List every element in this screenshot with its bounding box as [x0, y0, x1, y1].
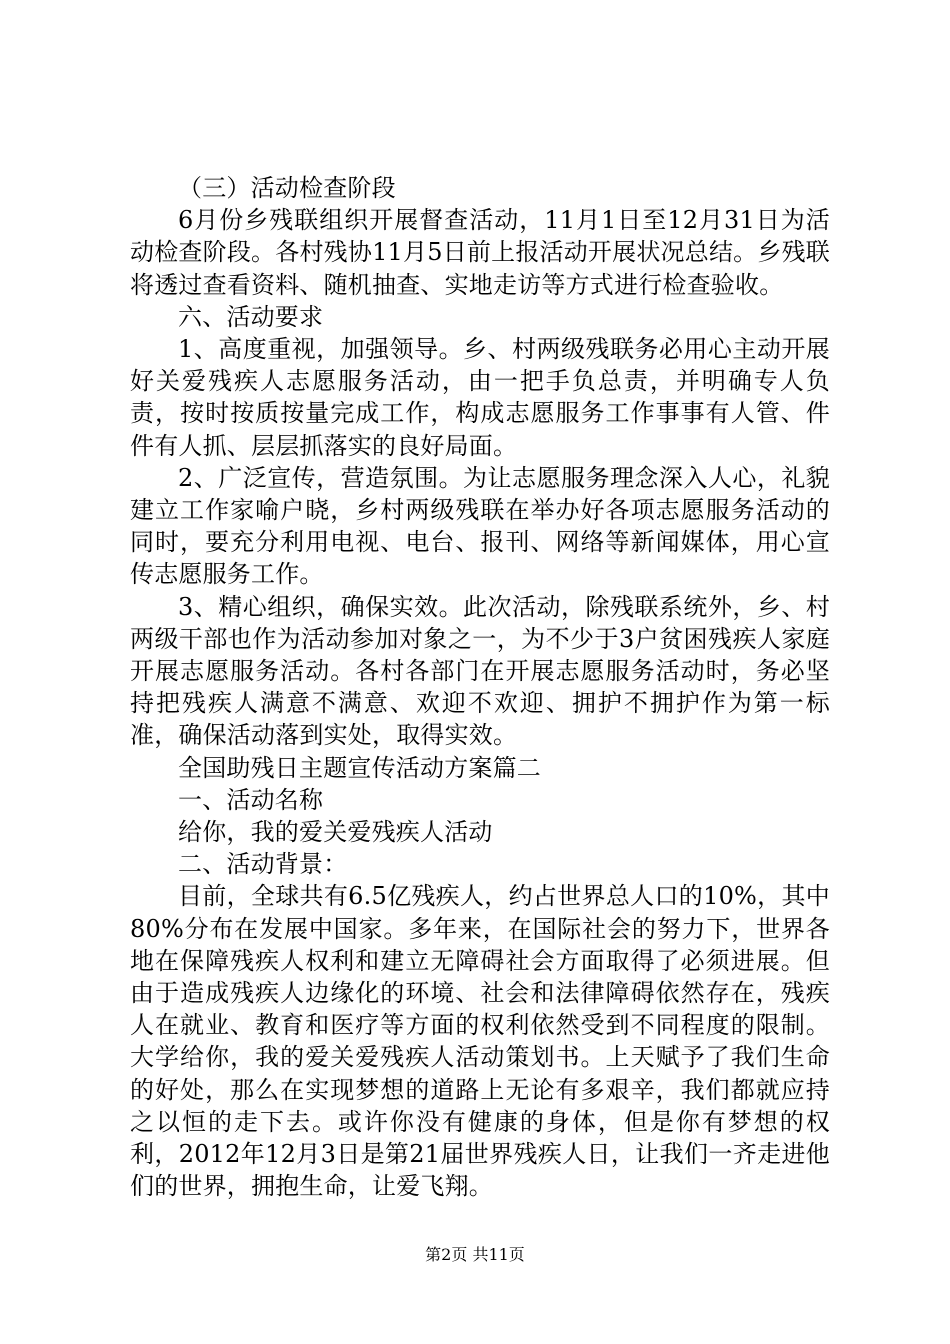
paragraph-requirement-2: 2、广泛宣传，营造氛围。为让志愿服务理念深入人心，礼貌建立工作家喻户晓，乡村两级残联在举办好各项志愿服务活动的同时，要充分利用电视、电台、报刊、网络等新闻媒体，用心宣传志愿服务工作。 [130, 463, 830, 589]
paragraph-activity-name: 给你，我的爱关爱残疾人活动 [178, 818, 493, 847]
page-number-footer: 第2页 共11页 [425, 1245, 525, 1264]
document-body [130, 172, 830, 1203]
section-heading-check-stage: （三）活动检查阶段 [178, 174, 396, 202]
plan-title-part-two: 全国助残日主题宣传活动方案篇二 [178, 753, 541, 782]
paragraph-check-stage: 6月份乡残联组织开展督查活动，11月1日至12月31日为活动检查阶段。各村残协11月5日前上报活动开展状况总结。乡残联将透过查看资料、随机抽查、实地走访等方式进行检查验收。 [130, 206, 830, 299]
section-heading-activity-name: 一、活动名称 [178, 785, 324, 814]
section-heading-requirements: 六、活动要求 [178, 302, 324, 331]
section-heading-background: 二、活动背景： [178, 850, 348, 879]
paragraph-background: 目前，全球共有6.5亿残疾人，约占世界总人口的10%，其中80%分布在发展中国家。多年来，在国际社会的努力下，世界各地在保障残疾人权利和建立无障碍社会方面取得了必须进展。但由于造成残疾人边缘化的环境、社会和法律障碍依然存在，残疾人在就业、教育和医疗等方面的权利依然受到不同程度的限制。大学给你，我的爱关爱残疾人活动策划书。上天赋予了我们生命的好处，那么在实现梦想的道路上无论有多艰辛，我们都就应持之以恒的走下去。或许你没有健康的身体，但是你有梦想的权利，2012年12月3日是第21届世界残疾人日，让我们一齐走进他们的世界，拥抱生命，让爱飞翔。 [130, 882, 830, 1201]
paragraph-requirement-3: 3、精心组织，确保实效。此次活动，除残联系统外，乡、村两级干部也作为活动参加对象之一，为不少于3户贫困残疾人家庭开展志愿服务活动。各村各部门在开展志愿服务活动时，务必坚持把残疾人满意不满意、欢迎不欢迎、拥护不拥护作为第一标准，确保活动落到实处，取得实效。 [130, 592, 830, 750]
paragraph-requirement-1: 1、高度重视，加强领导。乡、村两级残联务必用心主动开展好关爱残疾人志愿服务活动，由一把手负总责，并明确专人负责，按时按质按量完成工作，构成志愿服务工作事事有人管、件件有人抓、层层抓落实的良好局面。 [130, 335, 830, 460]
